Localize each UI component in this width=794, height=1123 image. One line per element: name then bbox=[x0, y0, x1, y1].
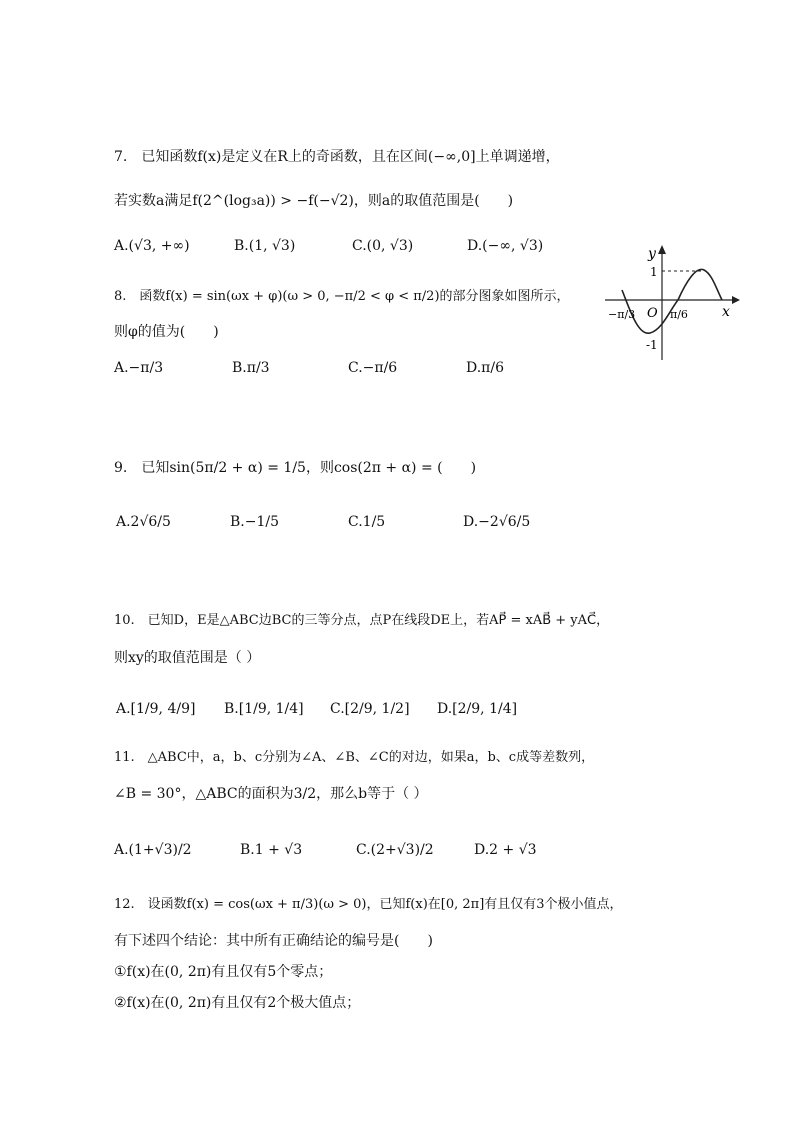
q8-stem-line1: 8. 函数f(x) = sin(ωx + φ)(ω > 0, −π/2 < φ < π/2)的部分图象如图所示， bbox=[114, 289, 570, 304]
q12-item-2: ②f(x)在(0, 2π)有且仅有2个极大值点； bbox=[114, 995, 361, 1011]
q9-option-d: D.−2√6/5 bbox=[463, 514, 531, 530]
q11-option-a: A.(1+√3)/2 bbox=[114, 842, 192, 858]
q12-item-1: ①f(x)在(0, 2π)有且仅有5个零点； bbox=[114, 964, 333, 980]
sine-curve bbox=[622, 269, 722, 333]
y-tick-bottom: -1 bbox=[646, 338, 658, 352]
q7-stem-line2: 若实数a满足f(2^(log₃a)) > −f(−√2)，则a的取值范围是( ) bbox=[114, 193, 514, 209]
q8-option-b: B.π/3 bbox=[232, 360, 270, 376]
q7-option-d: D.(−∞, √3) bbox=[467, 238, 544, 254]
q10-stem-line1: 10. 已知D，E是△ABC边BC的三等分点，点P在线段DE上，若AP⃗ = xAB⃗ + yAC⃗， bbox=[114, 613, 610, 628]
q11-option-c: C.(2+√3)/2 bbox=[356, 842, 434, 858]
q8-option-d: D.π/6 bbox=[466, 360, 505, 376]
q9-option-c: C.1/5 bbox=[348, 514, 386, 530]
q8-option-a: A.−π/3 bbox=[114, 360, 164, 376]
x-tick-left: −π/3 bbox=[608, 308, 636, 321]
q11-option-b: B.1 + √3 bbox=[240, 842, 303, 858]
q11-stem-line2: ∠B = 30°，△ABC的面积为3/2，那么b等于（ ） bbox=[114, 786, 428, 802]
x-axis-label: x bbox=[722, 304, 730, 320]
y-axis-label: y bbox=[648, 246, 656, 262]
x-tick-right: π/6 bbox=[670, 308, 688, 321]
q9-stem-line1: 9. 已知sin(5π/2 + α) = 1/5，则cos(2π + α) = ( ) bbox=[114, 460, 477, 476]
q10-option-c: C.[2/9, 1/2] bbox=[330, 701, 410, 717]
q11-stem-line1: 11. △ABC中，a，b、c分别为∠A、∠B、∠C的对边，如果a，b、c成等差数列， bbox=[114, 750, 595, 765]
y-axis-arrow bbox=[658, 245, 666, 254]
q7-option-b: B.(1, √3) bbox=[234, 238, 296, 254]
q12-stem-line1: 12. 设函数f(x) = cos(ωx + π/3)(ω > 0)，已知f(x)在[0, 2π]有且仅有3个极小值点， bbox=[114, 897, 623, 912]
q10-option-d: D.[2/9, 1/4] bbox=[437, 701, 518, 717]
origin-label: O bbox=[647, 306, 658, 321]
q9-option-a: A.2√6/5 bbox=[116, 514, 171, 530]
x-axis-arrow bbox=[732, 296, 740, 304]
q10-option-b: B.[1/9, 1/4] bbox=[224, 701, 304, 717]
y-tick-top: 1 bbox=[650, 265, 658, 279]
q8-option-c: C.−π/6 bbox=[348, 360, 398, 376]
q8-stem-line2: 则φ的值为( ) bbox=[114, 324, 219, 340]
q7-option-c: C.(0, √3) bbox=[352, 238, 414, 254]
q11-option-d: D.2 + √3 bbox=[474, 842, 537, 858]
q12-stem-line2: 有下述四个结论：其中所有正确结论的编号是( ) bbox=[114, 933, 433, 949]
q7-stem-line1: 7. 已知函数f(x)是定义在R上的奇函数，且在区间(−∞,0]上单调递增， bbox=[114, 149, 560, 165]
q10-option-a: A.[1/9, 4/9] bbox=[116, 701, 196, 717]
q10-stem-line2: 则xy的取值范围是（ ） bbox=[114, 650, 261, 666]
q8-sine-graph bbox=[600, 240, 745, 365]
q9-option-b: B.−1/5 bbox=[230, 514, 279, 530]
q7-option-a: A.(√3, +∞) bbox=[114, 238, 190, 254]
